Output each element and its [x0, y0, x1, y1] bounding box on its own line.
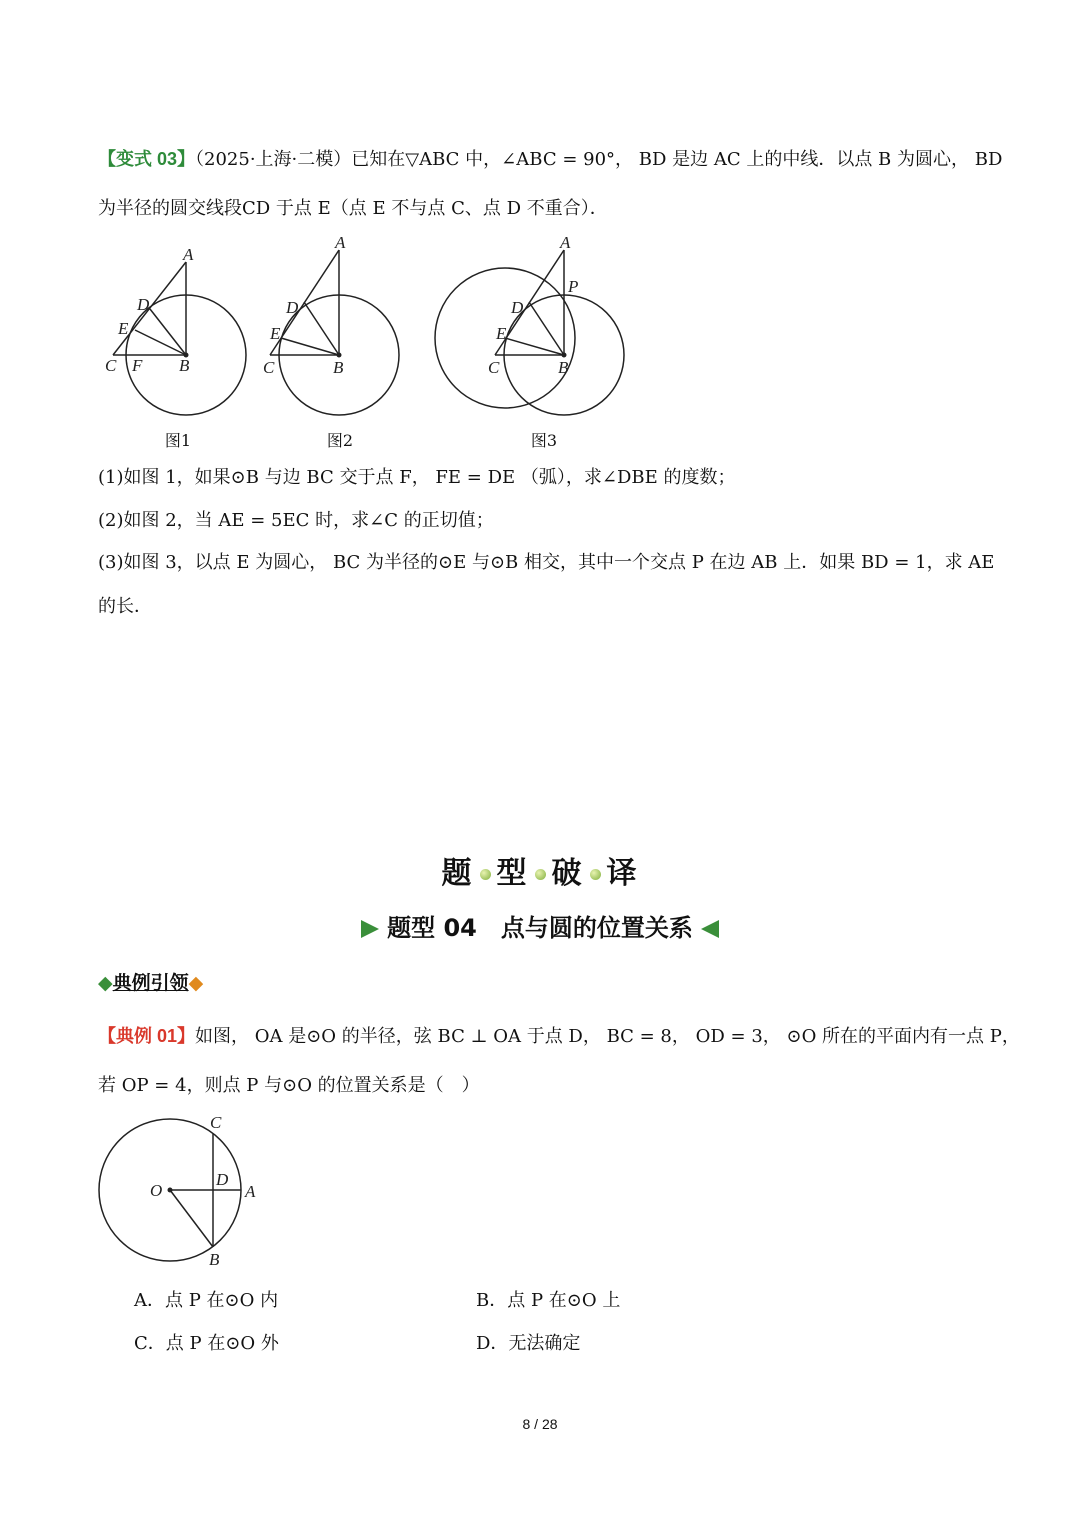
example-label — [98, 968, 203, 995]
option-c[interactable] — [134, 1329, 279, 1355]
svg-text:A: A — [183, 245, 194, 264]
subheading-text: 题型 04 点与圆的位置关系 — [387, 914, 693, 942]
svg-text:A: A — [245, 1182, 256, 1201]
section-heading — [0, 848, 1080, 892]
svg-text:D: D — [286, 298, 299, 317]
variant-figures — [95, 230, 655, 460]
svg-text:E: E — [270, 324, 281, 343]
option-c-letter: C． — [134, 1333, 166, 1354]
figure-2-caption: 图2 — [326, 431, 354, 450]
diamond-icon: ◆ — [98, 972, 113, 994]
example-line-1 — [98, 1024, 1020, 1049]
page-number: 8 / 28 — [522, 1416, 558, 1432]
diamond-icon: ◆ — [188, 972, 204, 994]
option-d[interactable] — [476, 1329, 580, 1355]
question-3-line-2: 的长． — [98, 596, 152, 617]
svg-text:P: P — [568, 277, 579, 296]
svg-text:E: E — [496, 324, 507, 343]
option-d-text: 无法确定 — [508, 1333, 581, 1354]
svg-text:D: D — [511, 298, 524, 317]
heading-char-3: 破 — [551, 856, 584, 891]
variant-line-1 — [98, 147, 1002, 172]
svg-text:F: F — [132, 356, 143, 375]
heading-char-2: 型 — [496, 856, 529, 891]
option-a-letter: A． — [134, 1290, 165, 1311]
option-a[interactable] — [134, 1286, 278, 1312]
svg-text:C: C — [488, 358, 500, 377]
option-b[interactable] — [476, 1286, 620, 1312]
example-figure — [92, 1108, 272, 1273]
example-text-1: 如图， OA 是⊙O 的半径，弦 BC ⊥ OA 于点 D， BC = 8， OD = 3， ⊙O 所在的平面内有一点 P， — [195, 1026, 1020, 1047]
triangle-left-icon — [701, 920, 719, 938]
example-tag: 【典例 01】 — [98, 1026, 196, 1046]
heading-dot-icon — [590, 869, 601, 880]
figure-3-caption: 图3 — [530, 431, 558, 450]
svg-text:D: D — [216, 1170, 229, 1189]
heading-dot-icon — [535, 869, 546, 880]
question-1: (1)如图 1，如果⊙B 与边 BC 交于点 F， FE = DE （弧），求∠DBE 的度数； — [98, 467, 736, 488]
question-2: (2)如图 2，当 AE = 5EC 时，求∠C 的正切值； — [98, 510, 494, 531]
question-3-line-1: (3)如图 3，以点 E 为圆心， BC 为半径的⊙E 与⊙B 相交，其中一个交点 P 在边 AB 上．如果 BD = 1，求 AE — [98, 552, 995, 573]
svg-text:A: A — [335, 233, 346, 252]
heading-dot-icon — [480, 869, 491, 880]
svg-text:B: B — [558, 358, 569, 377]
svg-text:B: B — [179, 356, 190, 375]
option-a-text: 点 P 在⊙O 内 — [165, 1290, 279, 1311]
heading-char-1: 题 — [441, 856, 474, 891]
svg-text:C: C — [263, 358, 275, 377]
svg-text:E: E — [118, 319, 129, 338]
svg-text:C: C — [210, 1113, 222, 1132]
variant-tag: 【变式 03】 — [98, 149, 196, 169]
section-subheading — [0, 908, 1080, 943]
triangle-right-icon — [361, 920, 379, 938]
example-label-text: 典例引领 — [112, 972, 189, 994]
svg-text:B: B — [333, 358, 344, 377]
svg-text:D: D — [137, 295, 150, 314]
svg-text:O: O — [150, 1181, 163, 1200]
option-b-text: 点 P 在⊙O 上 — [507, 1290, 621, 1311]
figure-1-caption: 图1 — [164, 431, 192, 450]
example-line-2: 若 OP = 4，则点 P 与⊙O 的位置关系是（ ） — [98, 1075, 480, 1096]
variant-text-1: （2025·上海·二模）已知在▽ABC 中，∠ABC = 90°， BD 是边 AC 上的中线．以点 B 为圆心， BD — [195, 149, 1003, 170]
figure-3 — [435, 250, 624, 415]
svg-text:C: C — [105, 356, 117, 375]
option-b-letter: B． — [476, 1290, 508, 1311]
figure-2 — [270, 250, 399, 415]
option-c-text: 点 P 在⊙O 外 — [165, 1333, 279, 1354]
heading-char-4: 译 — [606, 856, 639, 891]
option-d-letter: D． — [476, 1333, 509, 1354]
variant-line-2: 为半径的圆交线段CD 于点 E（点 E 不与点 C、点 D 不重合）． — [98, 198, 608, 219]
svg-text:A: A — [560, 233, 571, 252]
svg-text:B: B — [209, 1250, 220, 1269]
figure-1 — [113, 262, 246, 415]
